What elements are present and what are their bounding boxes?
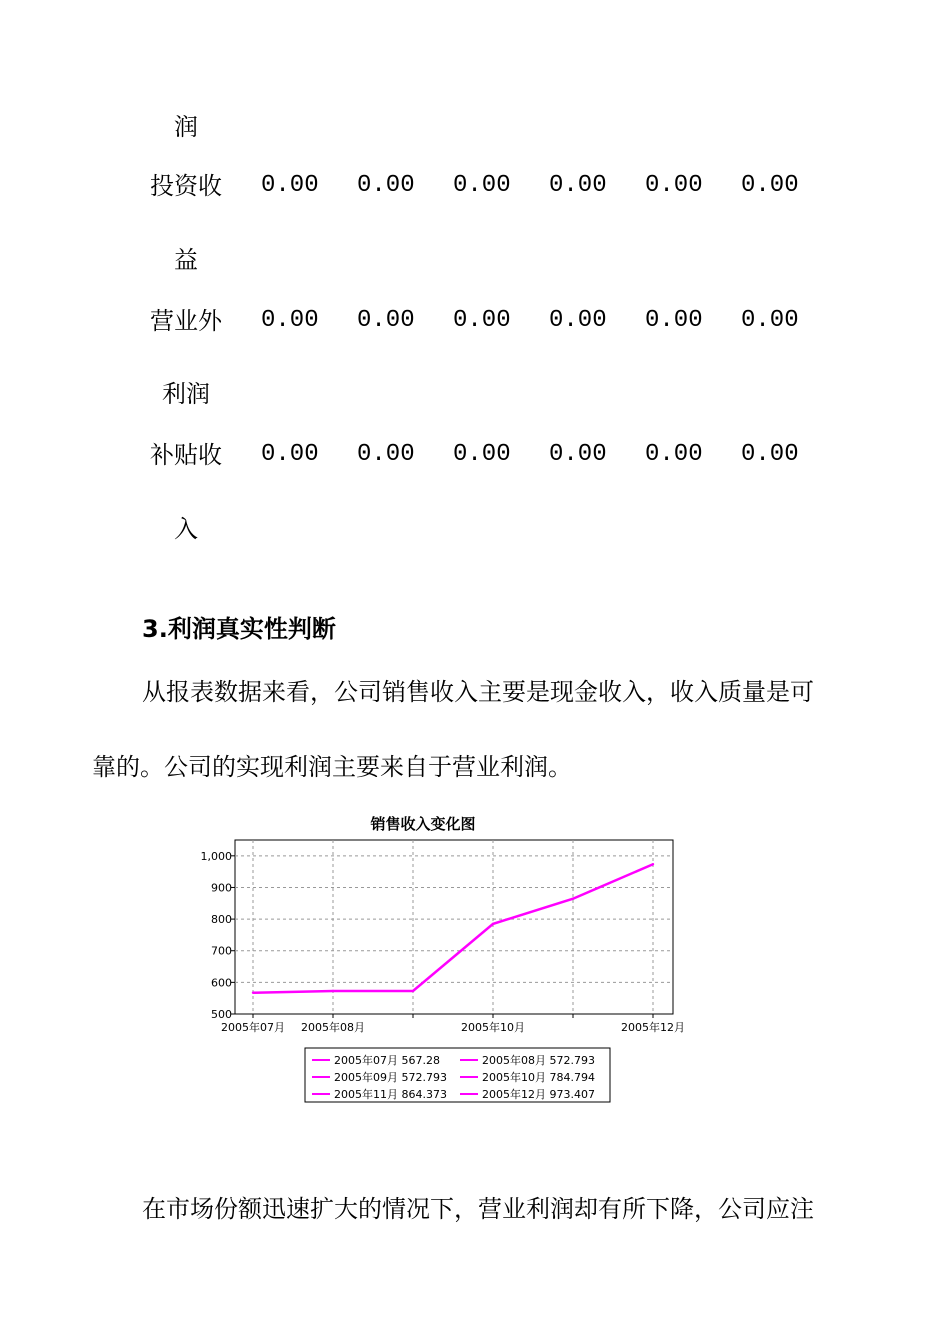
cell-value: 0.00 [645, 172, 703, 199]
cell-value: 0.00 [453, 172, 511, 199]
row-label-line1: 营业外 [150, 307, 222, 335]
row-label-line1: 补贴收 [150, 441, 222, 469]
data-point [412, 990, 414, 992]
x-tick-label: 2005年08月 [301, 1021, 365, 1034]
cell-value: 0.00 [549, 172, 607, 199]
y-tick-label: 900 [211, 881, 232, 895]
data-point [492, 923, 494, 925]
legend-entry: 2005年09月 572.793 [334, 1071, 447, 1084]
cell-value: 0.00 [357, 441, 415, 468]
row-label-line2: 利润 [162, 380, 210, 408]
legend-entry: 2005年11月 864.373 [334, 1088, 447, 1101]
paragraph-line: 靠的。公司的实现利润主要来自于营业利润。 [92, 753, 572, 781]
row-label-line1: 投资收 [150, 172, 222, 200]
y-tick-label: 500 [211, 1008, 232, 1021]
data-point [252, 992, 254, 994]
cell-value: 0.00 [357, 172, 415, 199]
cell-value: 0.00 [261, 172, 319, 199]
cell-value: 0.00 [261, 441, 319, 468]
cell-value: 0.00 [261, 307, 319, 334]
cell-value: 0.00 [741, 307, 799, 334]
y-tick-label: 600 [211, 976, 232, 990]
section-heading: 3.利润真实性判断 [142, 615, 336, 643]
data-point [332, 990, 334, 992]
chart-title: 销售收入变化图 [370, 815, 476, 833]
legend-entry: 2005年08月 572.793 [482, 1054, 595, 1067]
cell-value: 0.00 [741, 172, 799, 199]
row-label-line2: 入 [174, 515, 198, 543]
cell-value: 0.00 [357, 307, 415, 334]
row-label-line2: 益 [174, 246, 198, 274]
cell-value: 0.00 [645, 441, 703, 468]
sales-revenue-line-chart [190, 805, 690, 1110]
cell-value: 0.00 [549, 307, 607, 334]
y-tick-label: 1,000 [200, 849, 232, 863]
data-point [572, 898, 574, 900]
cell-value: 0.00 [645, 307, 703, 334]
cell-value: 0.00 [453, 307, 511, 334]
y-tick-label: 700 [211, 944, 232, 958]
cell-value: 0.00 [453, 441, 511, 468]
x-tick-label: 2005年12月 [621, 1021, 685, 1034]
y-tick-label: 800 [211, 913, 232, 927]
data-point [652, 863, 654, 865]
cell-value: 0.00 [741, 441, 799, 468]
paragraph-line: 在市场份额迅速扩大的情况下，营业利润却有所下降，公司应注 [142, 1195, 814, 1223]
legend-entry: 2005年10月 784.794 [482, 1071, 595, 1084]
x-tick-label: 2005年10月 [461, 1021, 525, 1034]
legend-entry: 2005年12月 973.407 [482, 1088, 595, 1101]
paragraph-line: 从报表数据来看，公司销售收入主要是现金收入，收入质量是可 [142, 678, 814, 706]
x-tick-label: 2005年07月 [221, 1021, 285, 1034]
plot-area [235, 840, 673, 1014]
row-label-line2: 润 [174, 113, 198, 141]
cell-value: 0.00 [549, 441, 607, 468]
legend-entry: 2005年07月 567.28 [334, 1054, 440, 1067]
